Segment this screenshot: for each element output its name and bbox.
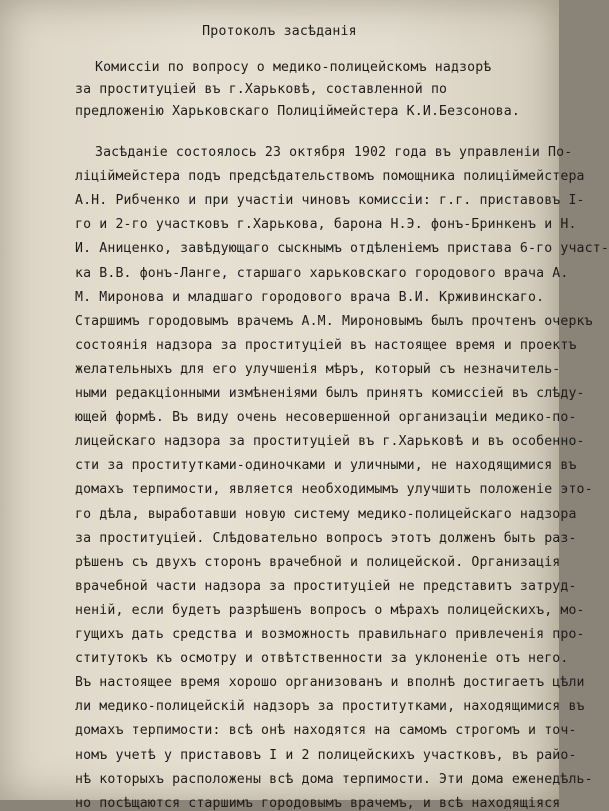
subtitle-line: предложенію Харьковскаго Полиціймейстера К.И.Безсонова. <box>75 104 520 119</box>
body-line: ли медико-полицейскій надзоръ за проститутками, находящимися въ <box>75 699 585 715</box>
body-line: го дѣла, выработавши новую систему медико-полицейскаго надзора <box>75 506 577 522</box>
body-line: нѣ которыхъ расположены всѣ дома терпимости. Эти дома еженедѣль- <box>75 771 593 787</box>
body-line: лицейскаго надзора за проституціей въ г.Харьковѣ и въ особенно- <box>75 434 585 450</box>
body-line: гущихъ дать средства и возможность правильнаго привлеченія про- <box>75 627 585 642</box>
body-line: го и 2-го участковъ г.Харькова, барона Н.Э. фонъ-Бринкенъ и Н. <box>75 217 577 233</box>
body-line: М. Миронова и младшаго городового врача В.И. Крживинскаго. <box>75 289 545 305</box>
body-line: врачебной части надзора за проституціей не представитъ затруд- <box>75 578 577 594</box>
body-line: домахъ терпимости, является необходимымъ улучшить положеніе это- <box>75 482 593 498</box>
body-line: домахъ терпимости: всѣ онѣ находятся на самомъ строгомъ и точ- <box>75 723 577 739</box>
body-line: ка В.В. фонъ-Ланге, старшаго харьковскаго городового врача А. <box>75 265 569 281</box>
body-line: А.Н. Рибченко и при участіи чиновъ комиссіи: г.г. приставовъ І- <box>75 193 585 209</box>
body-line: состоянія надзора за проституціей въ настоящее время и проектъ <box>75 337 577 353</box>
body-line: Засѣданіе состоялось 23 октября 1902 года въ управленіи По- <box>95 145 573 160</box>
body-line: ными редакціонными измѣненіями былъ принятъ комиссіей въ слѣду- <box>75 386 585 401</box>
body-line: Въ настоящее время хорошо организованъ и вполнѣ достигаетъ цѣли <box>75 675 585 691</box>
body-line: И. Аниценко, завѣдующаго сыскнымъ отдѣленіемъ пристава 6-го участ- <box>75 241 609 257</box>
subtitle-line: Комиссіи по вопросу о медико-полицейскомъ надзорѣ <box>95 60 492 75</box>
body-line: ющей формѣ. Въ виду очень несовершенной организаціи медико-по- <box>75 410 577 426</box>
body-line: ліціймейстера подъ предсѣдательствомъ помощника полиціймейстера <box>75 169 585 185</box>
body-line: желательныхъ для его улучшенія мѣръ, который съ незначитель- <box>75 361 561 377</box>
body-line: неній, если будетъ разрѣшенъ вопросъ о мѣрахъ полицейскихъ, мо- <box>75 602 585 618</box>
body-line: номъ учетѣ у приставовъ І и 2 полицейскихъ участковъ, въ райо- <box>75 747 577 763</box>
body-line: рѣшенъ съ двухъ сторонъ врачебной и полицейской. Организація <box>75 554 561 570</box>
page-title: Протоколъ засѣданія <box>202 24 357 39</box>
subtitle-line: за проституціей въ г.Харьковѣ, составленной по <box>75 82 448 97</box>
body-line: но посѣщаются старшимъ городовымъ врачемъ, и всѣ находящіяся <box>75 795 561 811</box>
body-line: ститутокъ къ осмотру и отвѣтственности за уклоненіе отъ него. <box>75 651 569 667</box>
body-line: сти за проститутками-одиночками и уличными, не находящимися въ <box>75 458 577 474</box>
body-line: за проституціей. Слѣдовательно вопросъ этотъ долженъ быть раз- <box>75 530 577 546</box>
body-line: Старшимъ городовымъ врачемъ А.М. Мироновымъ былъ прочтенъ очеркъ <box>75 313 593 329</box>
